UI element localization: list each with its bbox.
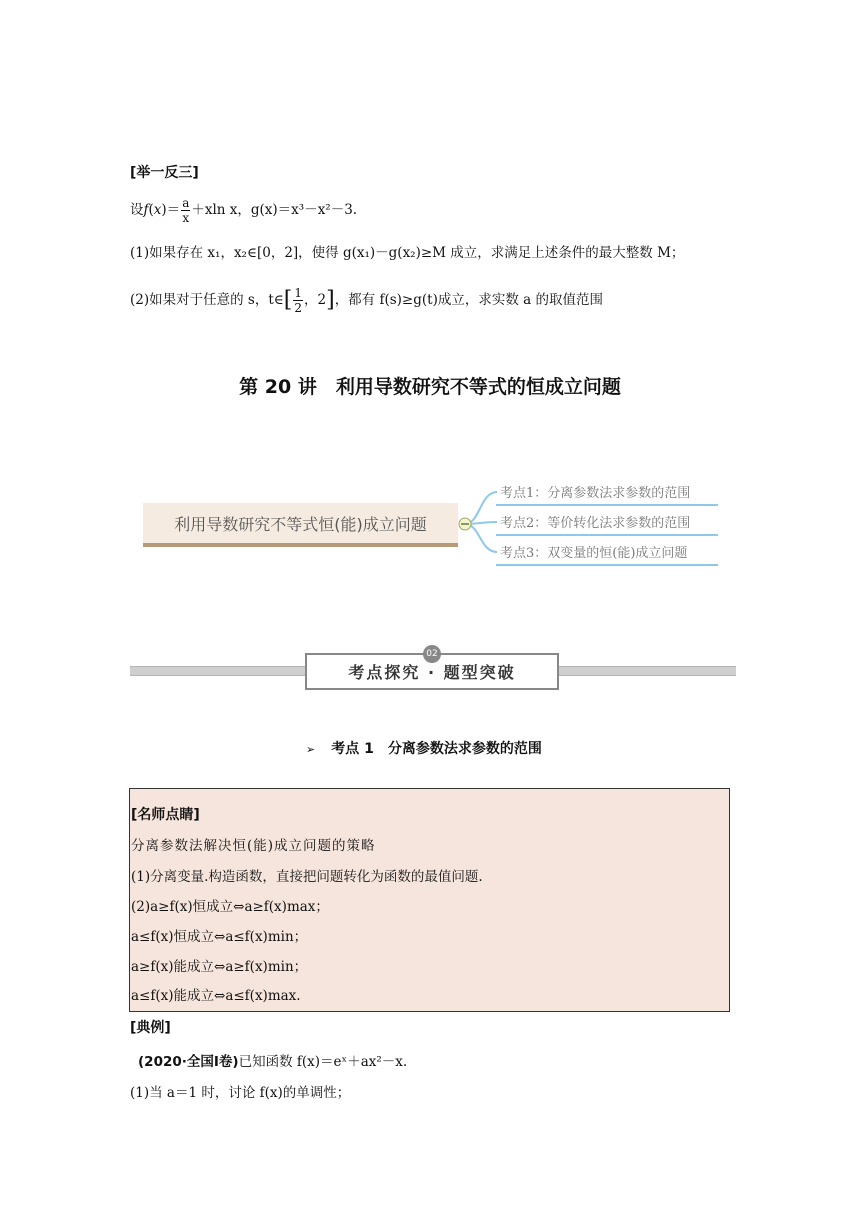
mindmap-node-2: 考点2：等价转化法求参数的范围: [496, 514, 718, 536]
tip-line-5: a≥f(x)能成立⇔a≥f(x)min；: [131, 959, 308, 975]
tip-line-2: (1)分离变量.构造函数，直接把问题转化为函数的最值问题.: [131, 869, 483, 885]
banner-number-badge: 02: [423, 645, 441, 663]
banner-title: 考点探究 · 题型突破: [305, 653, 559, 690]
section-tag: [举一反三]: [130, 165, 199, 181]
arrow-bullet-icon: ➢: [306, 743, 316, 756]
problem-intro-rest: xln x，g(x)＝x³－x²－3.: [204, 202, 358, 218]
problem-intro-prefix: 设: [130, 202, 144, 218]
tip-line-1: 分离参数法解决恒(能)成立问题的策略: [131, 838, 376, 854]
example-tag: [典例]: [130, 1020, 171, 1036]
fraction-a-over-x: $\frac{a}{x}$: [182, 196, 190, 225]
example-question-1: (1)当 a＝1 时，讨论 f(x)的单调性；: [130, 1085, 351, 1101]
tip-line-3: (2)a≥f(x)恒成立⇔a≥f(x)max；: [131, 899, 329, 915]
example-stem: [138, 1053, 407, 1071]
example-stem-text: 已知函数 f(x)＝eˣ＋ax²－x.: [238, 1054, 408, 1070]
tip-line-6: a≤f(x)能成立⇔a≤f(x)max.: [131, 988, 301, 1004]
tip-line-4: a≤f(x)恒成立⇔a≤f(x)min；: [131, 929, 308, 945]
mindmap-main-node: 利用导数研究不等式恒(能)成立问题: [143, 503, 458, 547]
lecture-title: 第 20 讲 利用导数研究不等式的恒成立问题: [239, 376, 621, 398]
question-2: (2)如果对于任意的 s，t∈[ $\frac{1}{2}$ ，2]，都有 f(s)≥g(t)成立，求实数 a 的取值范围: [130, 286, 603, 315]
topic-1-heading: ➢ 考点 1 分离参数法求参数的范围: [306, 741, 542, 757]
tip-title: [名师点睛]: [131, 807, 200, 823]
problem-intro: 设f(x)＝ $\frac{a}{x}$ ＋xln x，g(x)＝x³－x²－3.: [130, 196, 358, 225]
mindmap-node-1: 考点1：分离参数法求参数的范围: [496, 484, 718, 506]
mindmap-node-3: 考点3：双变量的恒(能)成立问题: [496, 544, 718, 566]
question-1: (1)如果存在 x₁，x₂∈[0，2]，使得 g(x₁)－g(x₂)≥M 成立，求满足上述条件的最大整数 M；: [130, 245, 685, 261]
example-source: (2020·全国Ⅰ卷): [138, 1054, 239, 1070]
